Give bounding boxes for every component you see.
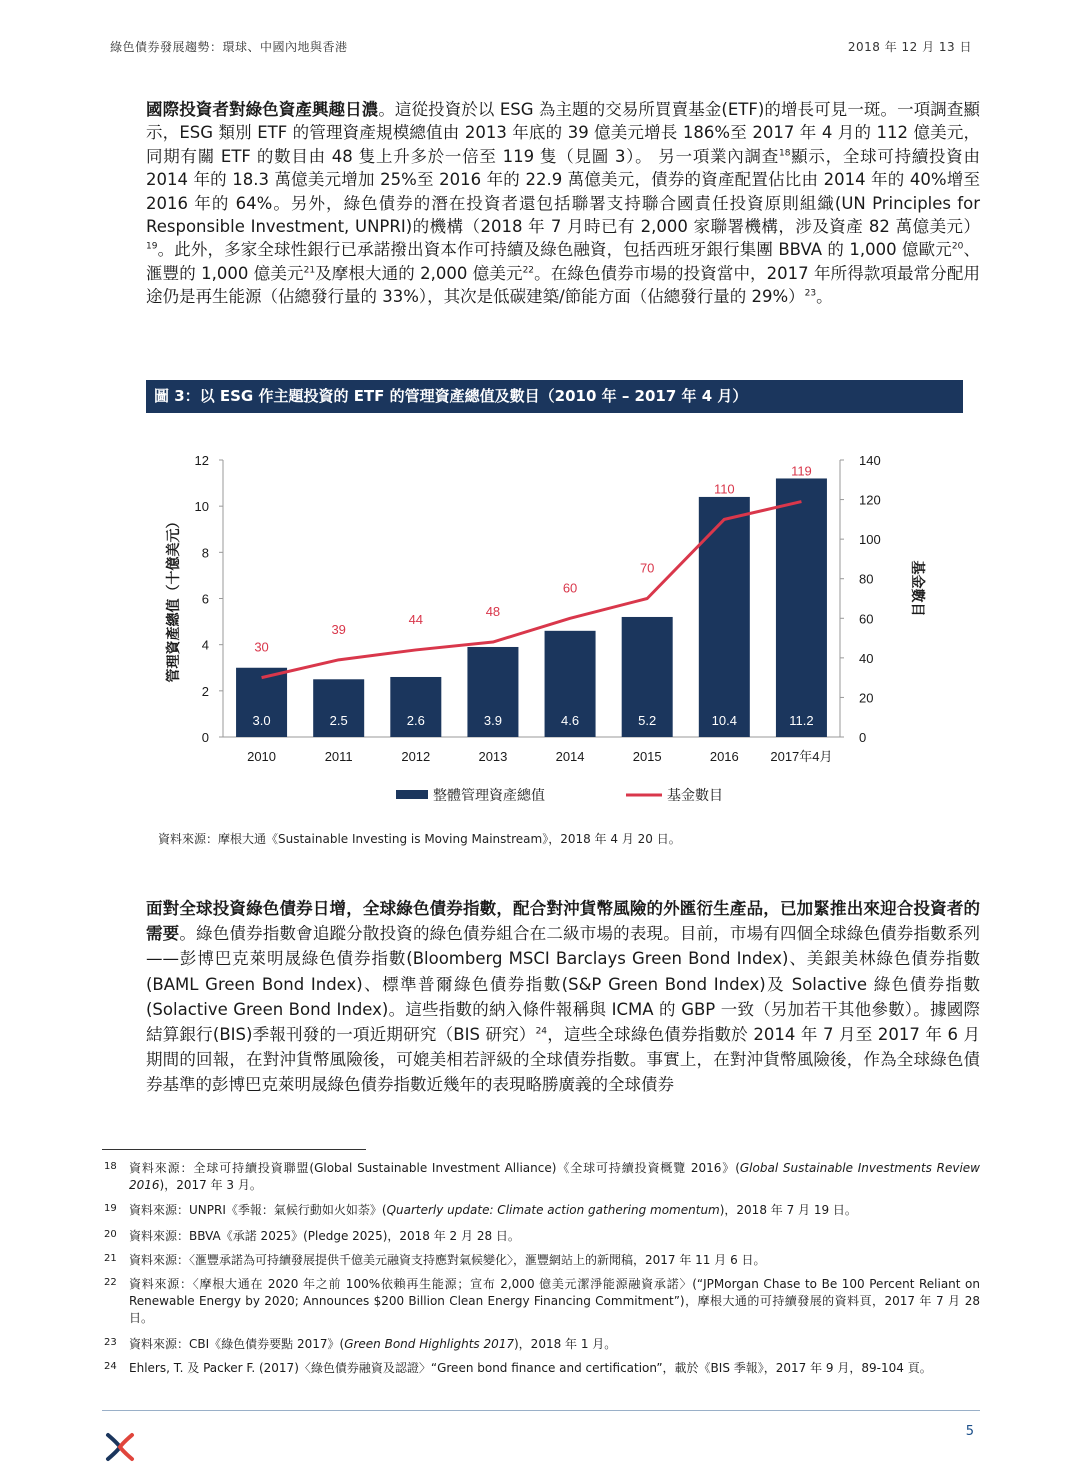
footnote-ref[interactable]: 24 [535, 1026, 548, 1037]
y-tick-label-left: 10 [194, 499, 209, 515]
x-tick-label: 2015 [632, 749, 662, 764]
paragraph-text: 及摩根大通的 2,000 億美元 [315, 263, 523, 283]
line-value-label: 39 [331, 621, 346, 637]
footnote-number: 24 [104, 1361, 117, 1372]
paragraph-lead: 國際投資者對綠色資產興趣日濃 [146, 100, 379, 119]
y-tick-label-left: 6 [201, 591, 209, 607]
paragraph-text: 。此外，多家全球性銀行已承諾撥出資本作可持續及綠色融資，包括西班牙銀行集團 BBVA 的 1,000 億歐元 [157, 240, 952, 260]
footnote-text: 資料來源：UNPRI《季報：氣候行動如火如荼》(Quarterly update: Climate action gathering momentum)，2018 年 7 月 19 日。 [129, 1203, 857, 1217]
running-header-title: 綠色債券發展趨勢：環球、中國內地與香港 [110, 40, 348, 54]
footnote-ref[interactable]: 19 [146, 241, 158, 252]
body-paragraph-1 [146, 98, 980, 309]
footer-rule [102, 1410, 980, 1411]
exchange-logo-icon [105, 1432, 135, 1462]
running-header-date: 2018 年 12 月 13 日 [847, 40, 972, 54]
line-value-label: 30 [254, 639, 269, 655]
bar-value-label: 10.4 [711, 713, 737, 728]
y-axis-title-right: 基金數目 [910, 560, 926, 617]
footnote-19 [104, 1202, 980, 1219]
footnote-text: 資料來源：BBVA《承諾 2025》(Pledge 2025)，2018 年 2 月 28 日。 [129, 1229, 520, 1243]
paragraph-text: 、滙豐的 1,000 億美元 [146, 240, 980, 283]
x-tick-label: 2012 [401, 749, 431, 764]
x-tick-label: 2010 [247, 749, 277, 764]
footnote-text: 資料來源：全球可持續投資聯盟(Global Sustainable Investment Alliance)《全球可持續投資概覽 2016》(Global Sustainable Investments Review 2016)，2017 年 3 月。 [129, 1161, 980, 1192]
footnote-text: 資料來源：CBI《綠色債券要點 2017》(Green Bond Highlights 2017)，2018 年 1 月。 [129, 1337, 617, 1351]
paragraph-text: 。綠色債券指數會追蹤分散投資的綠色債券組合在二級市場的表現。目前，市場有四個全球綠色債券指數系列——彭博巴克萊明晟綠色債券指數(Bloomberg MSCI Barclays Green Bond Index)、美銀美林綠色債券指數(BAML Green Bond Index)、標準普爾綠色債券指數(S&P Green Bond Index)及 Solactive 綠色債券指數(Solactive Green Bond Index)。這些指數的納入條件報稱與 ICMA 的 GBP 一致（另加若干其他參數）。據國際結算銀行(BIS)季報刊發的一項近期研究（BIS 研究） [146, 924, 981, 1045]
y-tick-label-right: 140 [859, 453, 881, 468]
footnote-ref[interactable]: 18 [779, 148, 791, 159]
bar-value-label: 3.0 [252, 713, 271, 728]
y-tick-label-right: 20 [859, 690, 874, 706]
y-tick-label-right: 40 [859, 650, 874, 666]
footnote-rule [102, 1149, 366, 1150]
legend-label-line: 基金數目 [667, 787, 723, 803]
y-tick-label-left: 4 [201, 637, 209, 653]
paragraph-text: 。在綠色債券市場的投資當中，2017 年所得款項最常分配用途仍是再生能源（佔總發行量的 33%），其次是低碳建築/節能方面（佔總發行量的 29%） [146, 263, 980, 307]
y-tick-label-left: 8 [201, 545, 209, 561]
y-tick-label-right: 80 [859, 571, 874, 587]
bar [313, 679, 364, 737]
line-value-label: 48 [485, 604, 501, 620]
y-tick-label-right: 100 [859, 532, 881, 548]
line-value-label: 44 [408, 611, 424, 627]
paragraph-text: ，這些全球綠色債券指數於 2014 年 7 月至 2017 年 6 月期間的回報，在對沖貨幣風險後，可媲美相若評級的全球債券指數。事實上，在對沖貨幣風險後，作為全球綠色債券基準的彭博巴克萊明晟綠色債券指數近幾年的表現略勝廣義的全球債券 [146, 1025, 980, 1095]
x-tick-label: 2016 [709, 749, 739, 764]
legend-label-bar: 整體管理資產總值 [433, 787, 545, 803]
x-tick-label: 2013 [478, 749, 508, 764]
y-tick-label-left: 0 [201, 730, 209, 745]
bar [699, 497, 750, 737]
footnote-21 [104, 1252, 980, 1269]
paragraph-text: 顯示，全球可持續投資由 2014 年的 18.3 萬億美元增加 25%至 2016 年的 22.9 萬億美元，債券的資產配置佔比由 2014 年的 40%增至 2016 年的 64%。另外，綠色債券的潛在投資者還包括聯署支持聯合國責任投資原則組織(UN Principles for Responsible Investment, UNPRI)的機構（2018 年 7 月時已有 2,000 家聯署機構，涉及資產 82 萬億美元） [146, 146, 981, 237]
page-number: 5 [965, 1424, 974, 1439]
bar-value-label: 11.2 [789, 713, 814, 728]
y-tick-label-right: 120 [859, 492, 881, 508]
footnote-text: 資料來源：〈滙豐承諾為可持續發展提供千億美元融資支持應對氣候變化〉，滙豐網站上的新聞稿，2017 年 11 月 6 日。 [129, 1253, 766, 1267]
y-axis-title-left: 管理資產總值（十億美元） [165, 514, 181, 683]
line-value-label: 70 [639, 560, 655, 576]
footnote-text: 資料來源：〈摩根大通在 2020 年之前 100%依賴再生能源；宣布 2,000 億美元潔淨能源融資承諾〉(“JPMorgan Chase to Be 100 Percent Reliant on Renewable Energy by 2020; Announces $200 Billion Clean Energy Financing Commitment”)，摩根大通的可持續發展的資料頁，2017 年 7 月 28 日。 [129, 1277, 980, 1325]
footnote-ref[interactable]: 20 [951, 241, 964, 252]
line-value-label: 110 [713, 481, 735, 497]
bar-value-label: 2.6 [406, 713, 425, 728]
footnote-ref[interactable]: 22 [522, 265, 535, 276]
footnote-24 [104, 1360, 980, 1377]
line-value-label: 119 [791, 463, 812, 479]
footnote-number: 20 [104, 1229, 117, 1240]
paragraph-lead: 面對全球投資綠色債券日增，全球綠色債券指數，配合對沖貨幣風險的外匯衍生產品，已加緊推出來迎合投資者的需要 [146, 899, 980, 944]
footnote-23 [104, 1336, 980, 1353]
footnote-text: Ehlers, T. 及 Packer F. (2017)〈綠色債券融資及認證〉“Green bond finance and certification”，載於《BIS 季報》，2017 年 9 月，89-104 頁。 [129, 1361, 932, 1375]
bar-value-label: 5.2 [638, 713, 657, 728]
footnote-number: 21 [104, 1253, 117, 1264]
body-paragraph-2 [146, 896, 980, 1098]
footnote-number: 23 [104, 1337, 117, 1348]
legend-swatch-bar [396, 790, 428, 799]
footnote-20 [104, 1228, 980, 1245]
bar-value-label: 4.6 [561, 713, 580, 728]
bar-value-label: 2.5 [329, 713, 348, 728]
y-tick-label-left: 12 [194, 453, 209, 468]
paragraph-text: 。這從投資於以 ESG 為主題的交易所買賣基金(ETF)的增長可見一斑。一項調查顯示，ESG 類別 ETF 的管理資產規模總值由 2013 年底的 39 億美元增長 186%至 2017 年 4 月的 112 億美元，同期有關 ETF 的數目由 48 隻上升多於一倍至 119 隻（見圖 3）。 另一項業內調查 [146, 100, 980, 166]
x-tick-label: 2017年4月 [770, 749, 833, 764]
figure-source: 資料來源：摩根大通《Sustainable Investing is Moving Mainstream》，2018 年 4 月 20 日。 [158, 832, 681, 846]
x-tick-label: 2011 [324, 749, 353, 764]
footnote-ref[interactable]: 23 [804, 288, 817, 299]
x-tick-label: 2014 [555, 749, 585, 764]
footnote-number: 22 [104, 1277, 117, 1288]
y-tick-label-right: 60 [859, 611, 874, 627]
footnote-ref[interactable]: 21 [303, 265, 316, 276]
figure-title: 圖 3：以 ESG 作主題投資的 ETF 的管理資產總值及數目（2010 年 – 2017 年 4 月） [146, 380, 963, 413]
line-value-label: 60 [562, 580, 578, 596]
etf-chart [140, 440, 940, 820]
footnote-18 [104, 1160, 980, 1194]
y-tick-label-right: 0 [859, 730, 867, 745]
y-tick-label-left: 2 [201, 683, 209, 699]
footnote-number: 19 [104, 1203, 117, 1214]
paragraph-text: 。 [816, 287, 833, 307]
bar-value-label: 3.9 [483, 713, 502, 728]
bar [776, 478, 827, 737]
footnote-number: 18 [104, 1161, 117, 1172]
footnote-22 [104, 1276, 980, 1327]
